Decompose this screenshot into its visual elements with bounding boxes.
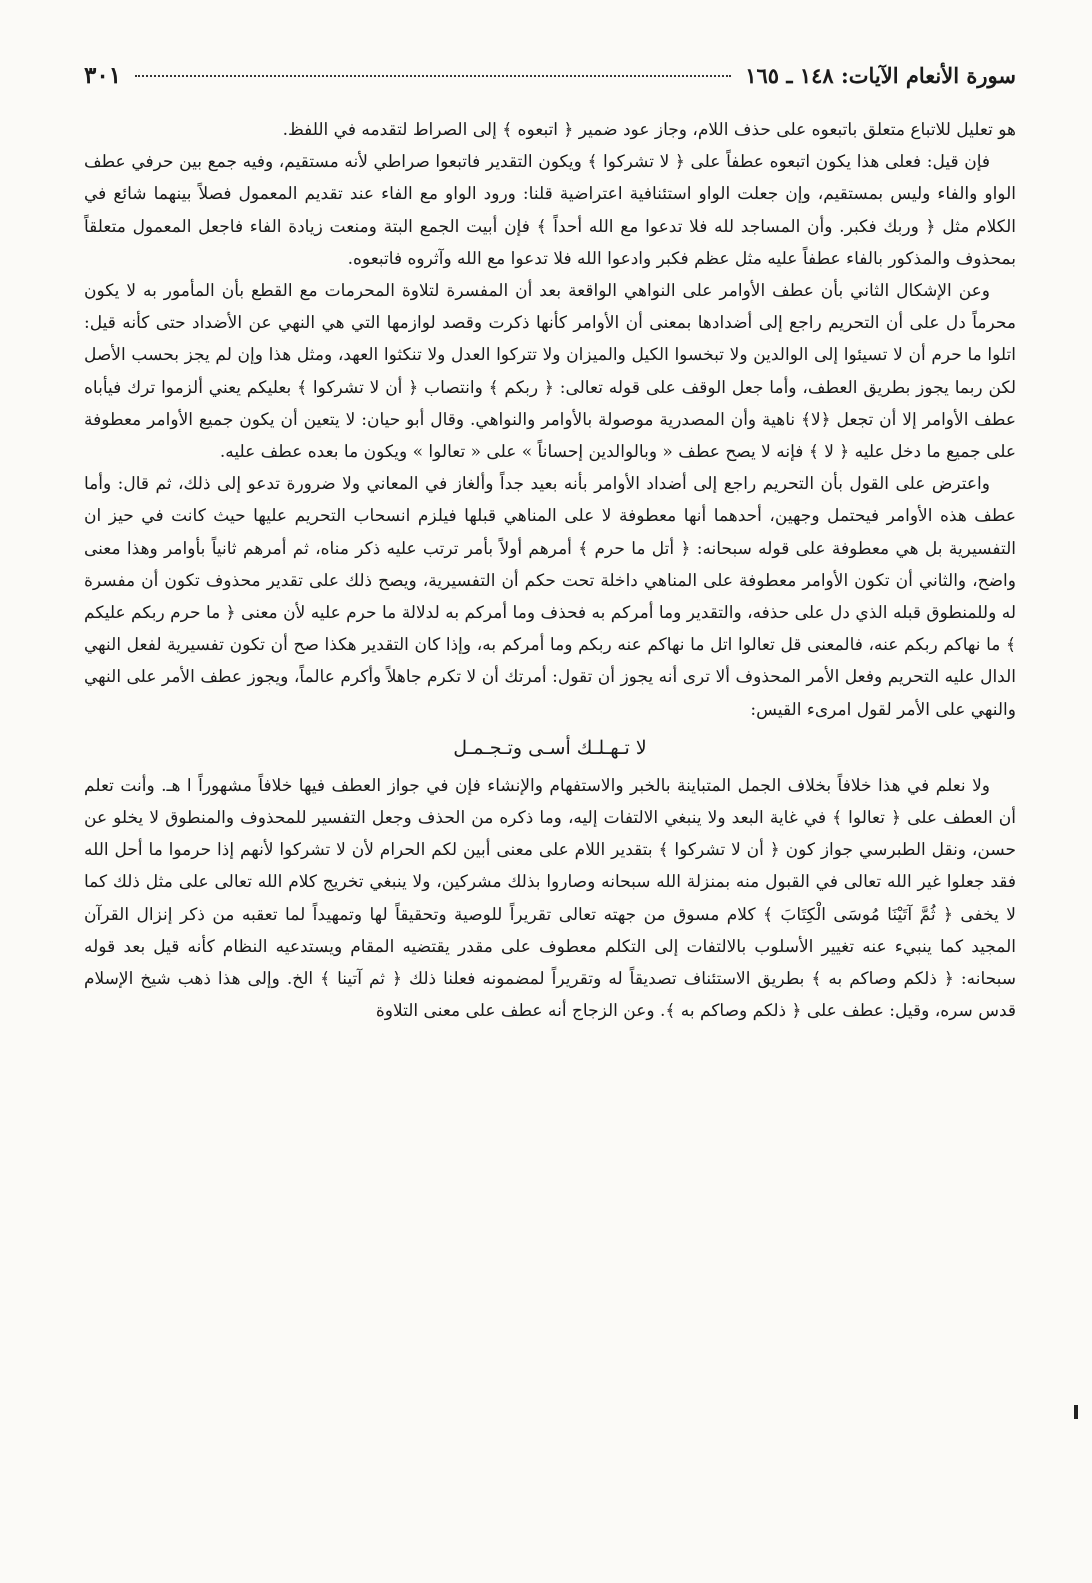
paragraph: هو تعليل للاتباع متعلق باتبعوه على حذف اللام، وجاز عود ضمير ﴿ اتبعوه ﴾ إلى الصراط لتقدمه في اللفظ. [282,120,1016,140]
paragraph: ولا نعلم في هذا خلافاً بخلاف الجمل المتباينة بالخبر والاستفهام والإنشاء فإن في جواز العطف فيها خلافاً مشهوراً ا هـ. وأنت تعلم أن العطف على ﴿ تعالوا ﴾ في غاية البعد ولا ينبغي الالتفات إليه، وما ذكره من الحذف وجعل التفسير للمحذوف والمنطوق لا يخلو عن حسن، ونقل الطبرسي جواز كون ﴿ أن لا تشركوا ﴾ بتقدير اللام على معنى أبين لكم الحرام لأن لا تشركوا لأنهم إذا حرموا ما أحل الله فقد جعلوا غير الله تعالى في القبول منه بمنزلة الله سبحانه وصاروا بذلك مشركين، ولا ينبغي تخريج كلام الله تعالى على مثل ذلك كما لا يخفى ﴿ ثُمَّ آتَيْنَا مُوسَى الْكِتَابَ ﴾ كلام مسوق من جهته تعالى تقريراً للوصية وتحقيقاً لها وتمهيداً لما تعقبه من ذكر إنزال القرآن المجيد كما ينبيء عنه تغيير الأسلوب بالالتفات إلى التكلم معطوف على مقدر يقتضيه المقام ويستدعيه النظام كأنه قيل بعد قوله سبحانه: ﴿ ذلكم وصاكم به ﴾ بطريق الاستئناف تصديقاً له وتقريراً لمضمونه فعلنا ذلك ﴿ ثم آتينا ﴾ الخ. وإلى هذا ذهب شيخ الإسلام قدس سره، وقيل: عطف على ﴿ ذلكم وصاكم به ﴾. وعن الزجاج أنه عطف على معنى التلاوة [84,775,1016,1022]
surah-title: سورة الأنعام الآيات: ١٤٨ ـ ١٦٥ [745,63,1016,88]
poetry-verse: لا تـهـلـك أسـى وتـجـمـل [453,736,647,759]
paragraph: فإن قيل: فعلى هذا يكون اتبعوه عطفاً على ﴿ لا تشركوا ﴾ ويكون التقدير فاتبعوا صراطي لأنه مستقيم، وفيه جمع بين حرفي عطف الواو والفاء وليس بمستقيم، وإن جعلت الواو استئنافية اعتراضية قلنا: ورود الواو مع الفاء عند تقديم المعمول فصلاً بينهما شائع في الكلام مثل ﴿ وربك فكبر. وأن المساجد لله فلا تدعوا مع الله أحداً ﴾ فإن أبيت الجمع البتة ومنعت زيادة الفاء فاجعل المعمول متعلقاً بمحذوف والمذكور بالفاء عطفاً عليه مثل عظم فكبر وادعوا الله فلا تدعوا مع الله وآثروه فاتبعوه. [84,152,1016,269]
page-number: ٣٠١ [84,62,122,89]
paragraph: واعترض على القول بأن التحريم راجع إلى أضداد الأوامر بأنه بعيد جداً وألغاز في المعاني ولا ضرورة تدعو إلى ذلك، ثم قال: وأما عطف هذه الأوامر فيحتمل وجهين، أحدهما أنها معطوفة لا على المناهي قبلها فيلزم انسحاب التحريم عليها حيث كانت في حيز ان التفسيرية بل هي معطوفة على قوله سبحانه: ﴿ أتل ما حرم ﴾ أمرهم أولاً بأمر ترتب عليه ذكر مناه، ثم أمرهم ثانياً بأوامر وهذا معنى واضح، والثاني أن تكون الأوامر معطوفة على المناهي داخلة تحت حكم أن التفسيرية، ويصح ذلك على تقدير محذوف تكون أن مفسرة له وللمنطوق قبله الذي دل على حذفه، والتقدير وما أمركم به فحذف وما أمركم به لدلالة ما حرم عليه لأن معنى ﴿ ما حرم ربكم عليكم ﴾ ما نهاكم ربكم عنه، فالمعنى قل تعالوا اتل ما نهاكم عنه ربكم وما أمركم به، وإذا كان التقدير هكذا صح أن تكون تفسيرية لفعل النهي الدال عليه التحريم وفعل الأمر المحذوف ألا ترى أنه يجوز أن تقول: أمرتك أن لا تكرم جاهلاً وأكرم عالماً، ويجوز عطف الأمر على النهي والنهي على الأمر لقول امرىء القيس: [84,474,1016,720]
body-text [84,114,1016,1027]
leader-dots [135,75,731,77]
running-header [84,62,1016,106]
margin-mark [1074,1405,1078,1419]
paragraph: وعن الإشكال الثاني بأن عطف الأوامر على النواهي الواقعة بعد أن المفسرة لتلاوة المحرمات مع القطع بأن المأمور به لا يكون محرماً دل على أن التحريم راجع إلى أضدادها بمعنى أن الأوامر كأنها ذكرت وقصد لوازمها التي هي النهي عن الأضداد حتى كأنه قيل: اتلوا ما حرم أن لا تسيئوا إلى الوالدين ولا تبخسوا الكيل والميزان ولا تتركوا العدل ولا تنكثوا العهد، ومثل هذا وإن لم يجز بحسب الأصل لكن ربما يجوز بطريق العطف، وأما جعل الوقف على قوله تعالى: ﴿ ربكم ﴾ وانتصاب ﴿ أن لا تشركوا ﴾ بعليكم يعني ألزموا ترك فيأباه عطف الأوامر إلا أن تجعل ﴿لا﴾ ناهية وأن المصدرية موصولة بالأوامر والنواهي. وقال أبو حيان: لا يتعين أن يكون جميع الأوامر معطوفة على جميع ما دخل عليه ﴿ لا ﴾ فإنه لا يصح عطف « وبالوالدين إحساناً » على « تعالوا » ويكون ما بعده عطف عليه. [84,281,1016,463]
